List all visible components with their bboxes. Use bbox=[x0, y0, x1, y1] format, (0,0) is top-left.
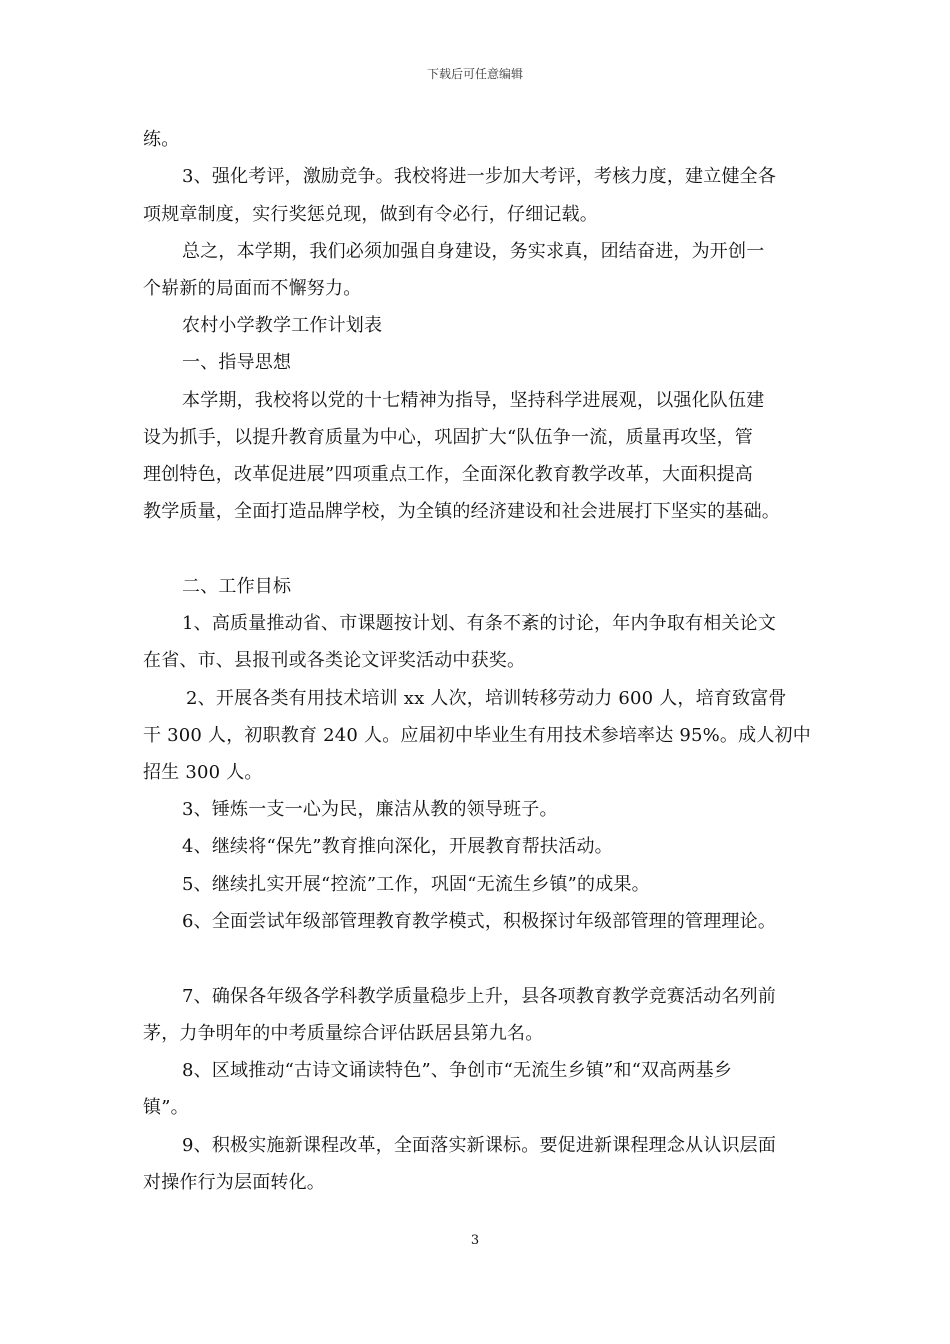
paragraph-line: 7、确保各年级各学科教学质量稳步上升，县各项教育教学竞赛活动名列前 bbox=[182, 986, 777, 1007]
paragraph-line: 设为抓手，以提升教育质量为中心，巩固扩大“队伍争一流，质量再攻坚，管 bbox=[143, 427, 753, 448]
paragraph-line: 本学期，我校将以党的十七精神为指导，坚持科学进展观，以强化队伍建 bbox=[182, 390, 765, 411]
paragraph-line: 茅，力争明年的中考质量综合评估跃居县第九名。 bbox=[143, 1023, 544, 1044]
paragraph-line: 总之，本学期，我们必须加强自身建设，务实求真，团结奋进，为开创一 bbox=[182, 241, 765, 262]
page-number: 3 bbox=[470, 1233, 480, 1248]
page-header: 下载后可任意编辑 bbox=[426, 67, 523, 81]
paragraph-line: 个崭新的局面而不懈努力。 bbox=[143, 278, 362, 299]
paragraph-line: 对操作行为层面转化。 bbox=[143, 1172, 325, 1193]
paragraph-line: 1、高质量推动省、市课题按计划、有条不紊的讨论，年内争取有相关论文 bbox=[182, 613, 777, 634]
section-heading: 一、指导思想 bbox=[182, 352, 292, 373]
paragraph-line: 9、积极实施新课程改革，全面落实新课标。要促进新课程理念从认识层面 bbox=[182, 1135, 777, 1156]
paragraph-line: 6、全面尝试年级部管理教育教学模式，积极探讨年级部管理的管理理论。 bbox=[182, 911, 777, 932]
paragraph-line: 在省、市、县报刊或各类论文评奖活动中获奖。 bbox=[143, 650, 526, 671]
paragraph-line: 项规章制度，实行奖惩兑现，做到有令必行，仔细记载。 bbox=[143, 204, 598, 225]
paragraph-line: 2、开展各类有用技术培训 xx 人次，培训转移劳动力 600 人，培育致富骨 bbox=[186, 688, 787, 709]
paragraph-line: 8、区域推动“古诗文诵读特色”、争创市“无流生乡镇”和“双高两基乡 bbox=[182, 1060, 733, 1081]
paragraph-line: 3、强化考评，激励竞争。我校将进一步加大考评，考核力度，建立健全各 bbox=[182, 166, 777, 187]
paragraph-line: 3、锤炼一支一心为民，廉洁从教的领导班子。 bbox=[182, 799, 558, 820]
paragraph-line: 4、继续将“保先”教育推向深化，开展教育帮扶活动。 bbox=[182, 836, 613, 857]
paragraph-line: 5、继续扎实开展“控流”工作，巩固“无流生乡镇”的成果。 bbox=[182, 874, 650, 895]
section-heading: 二、工作目标 bbox=[182, 576, 292, 597]
paragraph-line: 教学质量，全面打造品牌学校，为全镇的经济建设和社会进展打下坚实的基础。 bbox=[143, 501, 780, 522]
section-title: 农村小学教学工作计划表 bbox=[182, 315, 383, 336]
paragraph-line: 练。 bbox=[143, 129, 180, 150]
paragraph-line: 招生 300 人。 bbox=[143, 762, 263, 783]
paragraph-line: 干 300 人，初职教育 240 人。应届初中毕业生有用技术参培率达 95%。成人初中 bbox=[143, 725, 811, 746]
paragraph-line: 理创特色，改革促进展”四项重点工作，全面深化教育教学改革，大面积提高 bbox=[143, 464, 753, 485]
paragraph-line: 镇”。 bbox=[143, 1097, 189, 1118]
